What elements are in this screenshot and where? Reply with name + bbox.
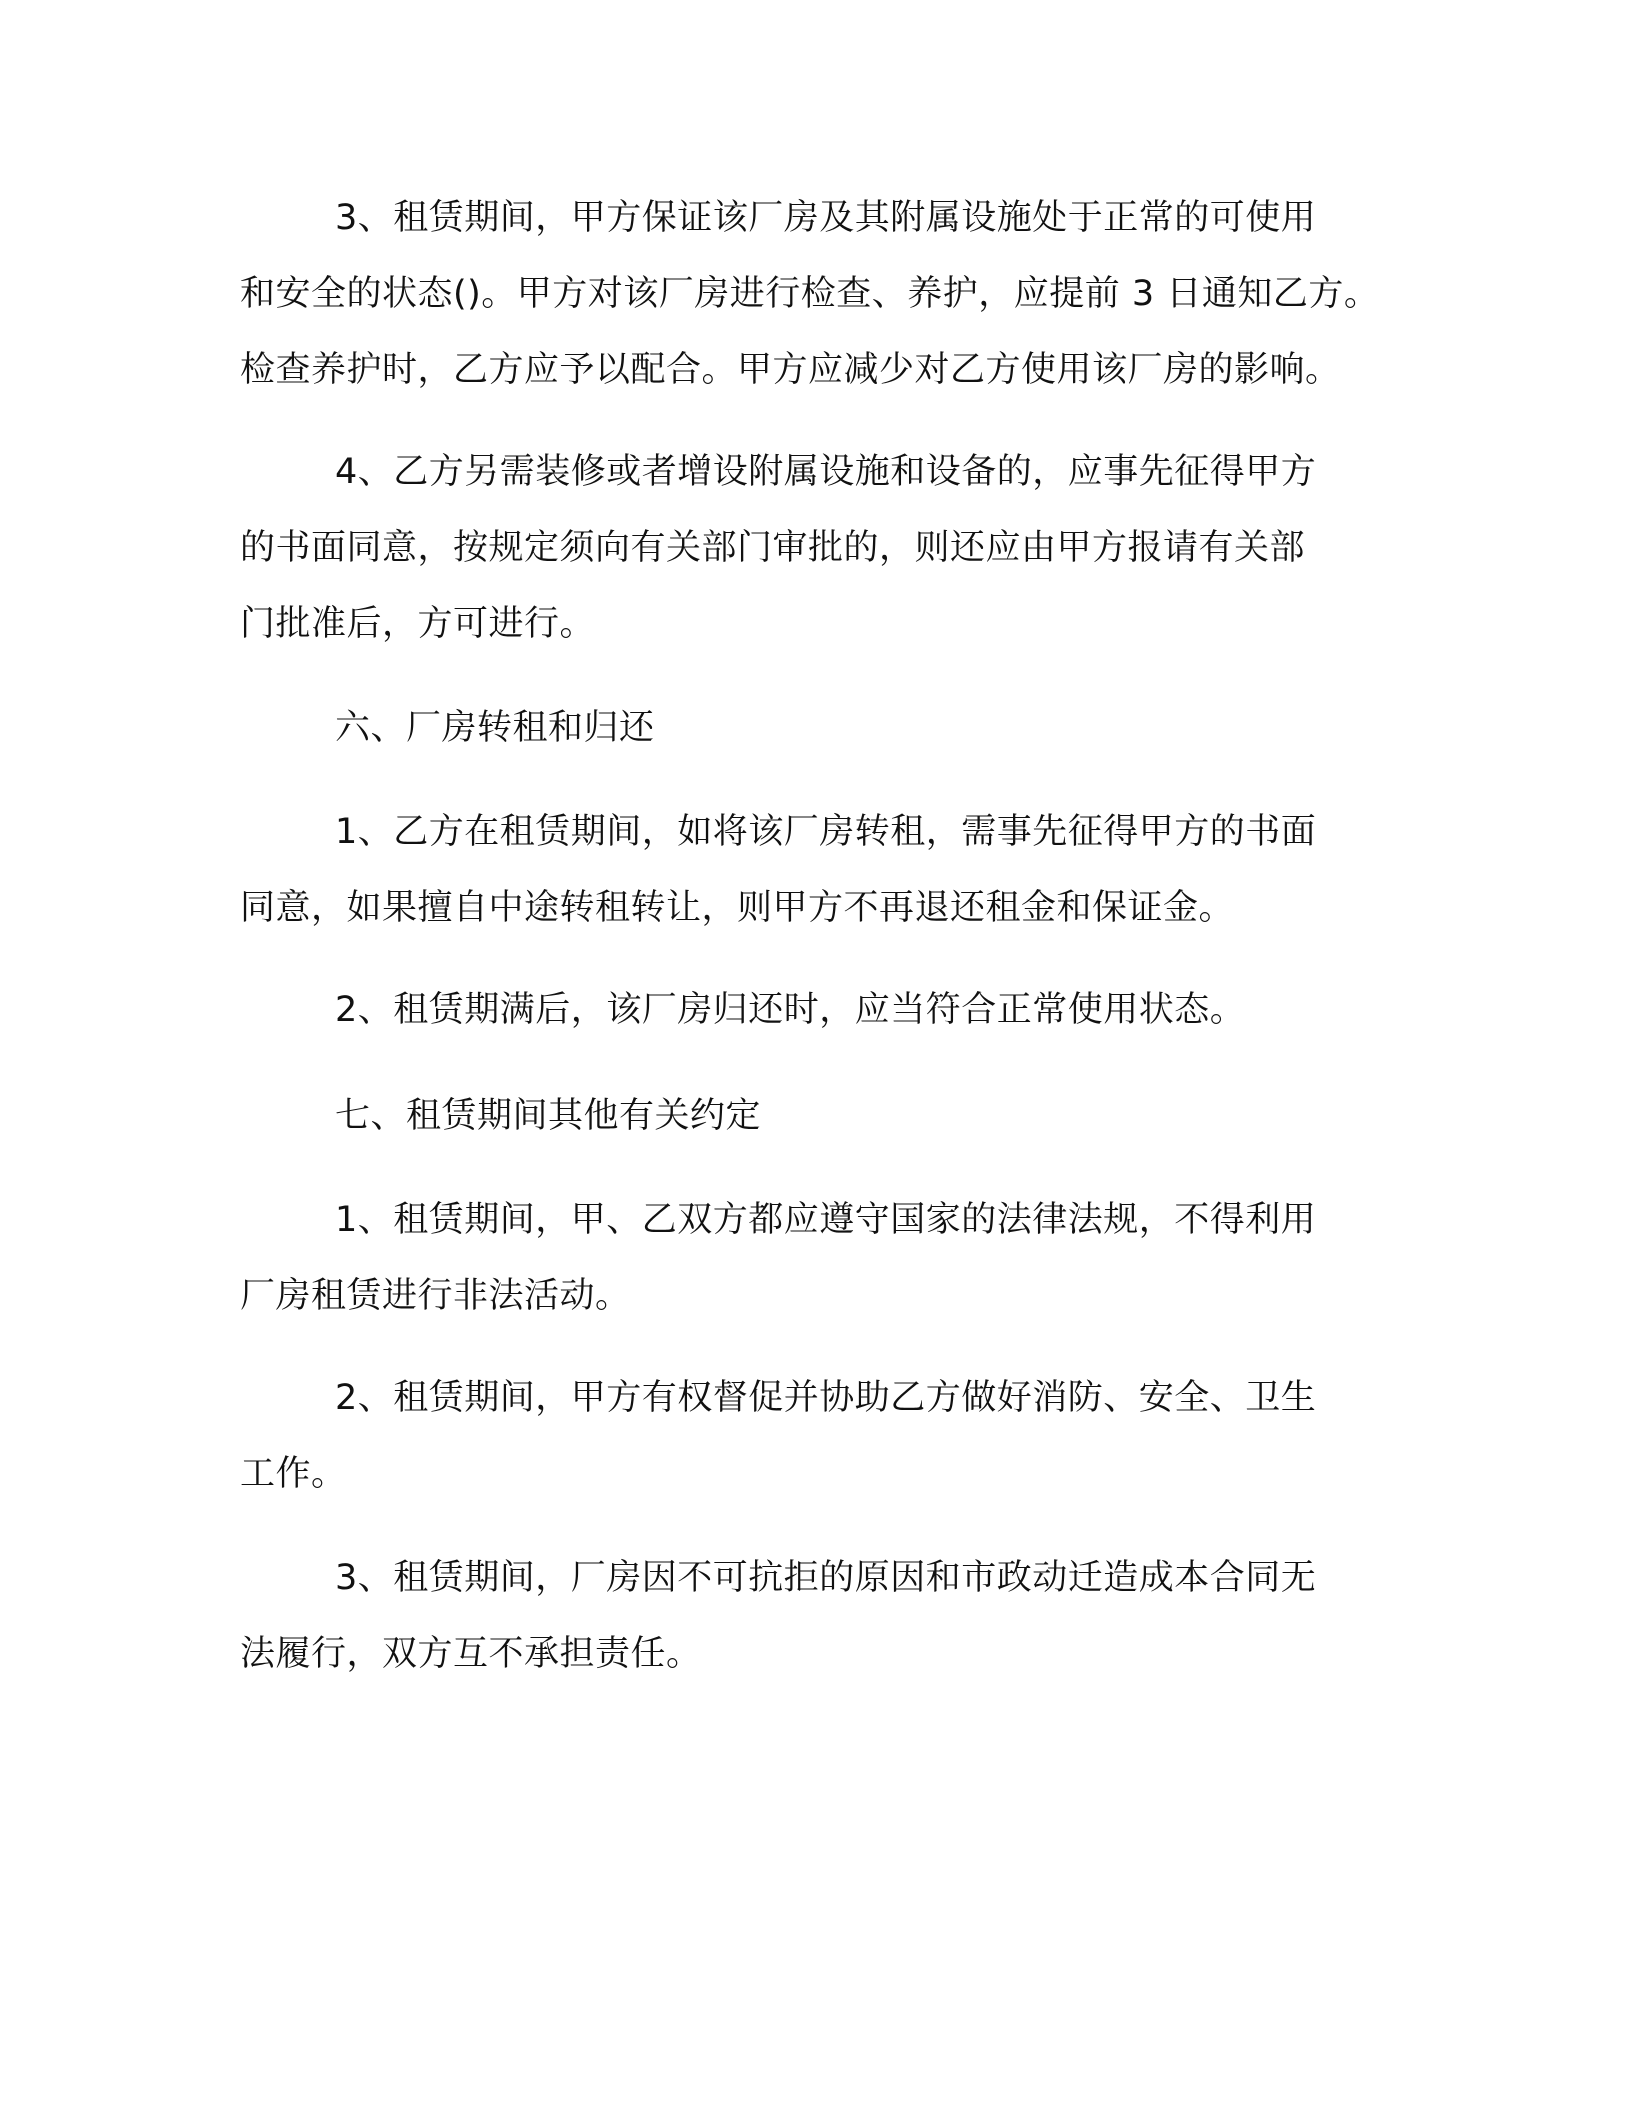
section-7-clause-2-line-2: 工作。 [240,1454,347,1494]
section-6-clause-1-line-1: 1、乙方在租赁期间，如将该厂房转租，需事先征得甲方的书面 [335,812,1317,852]
section-7-clause-3-line-1: 3、租赁期间，厂房因不可抗拒的原因和市政动迁造成本合同无 [335,1558,1317,1598]
clause-4-line-2: 的书面同意，按规定须向有关部门审批的，则还应由甲方报请有关部 [240,528,1306,568]
clause-3-line-1: 3、租赁期间，甲方保证该厂房及其附属设施处于正常的可使用 [335,198,1317,238]
clause-4-line-3: 门批准后，方可进行。 [240,604,596,644]
section-6-clause-2: 2、租赁期满后，该厂房归还时，应当符合正常使用状态。 [335,990,1246,1030]
section-7-clause-1-line-2: 厂房租赁进行非法活动。 [240,1276,631,1316]
section-7-heading: 七、租赁期间其他有关约定 [335,1096,762,1136]
section-6-clause-1-line-2: 同意，如果擅自中途转租转让，则甲方不再退还租金和保证金。 [240,888,1235,928]
section-7-clause-3-line-2: 法履行，双方互不承担责任。 [240,1634,702,1674]
clause-3-line-2: 和安全的状态()。甲方对该厂房进行检查、养护，应提前 3 日通知乙方。 [240,274,1380,314]
clause-4-line-1: 4、乙方另需装修或者增设附属设施和设备的，应事先征得甲方 [335,452,1317,492]
section-7-clause-2-line-1: 2、租赁期间，甲方有权督促并协助乙方做好消防、安全、卫生 [335,1378,1317,1418]
section-6-heading: 六、厂房转租和归还 [335,708,655,748]
clause-3-line-3: 检查养护时，乙方应予以配合。甲方应减少对乙方使用该厂房的影响。 [240,350,1341,390]
section-7-clause-1-line-1: 1、租赁期间，甲、乙双方都应遵守国家的法律法规，不得利用 [335,1200,1317,1240]
